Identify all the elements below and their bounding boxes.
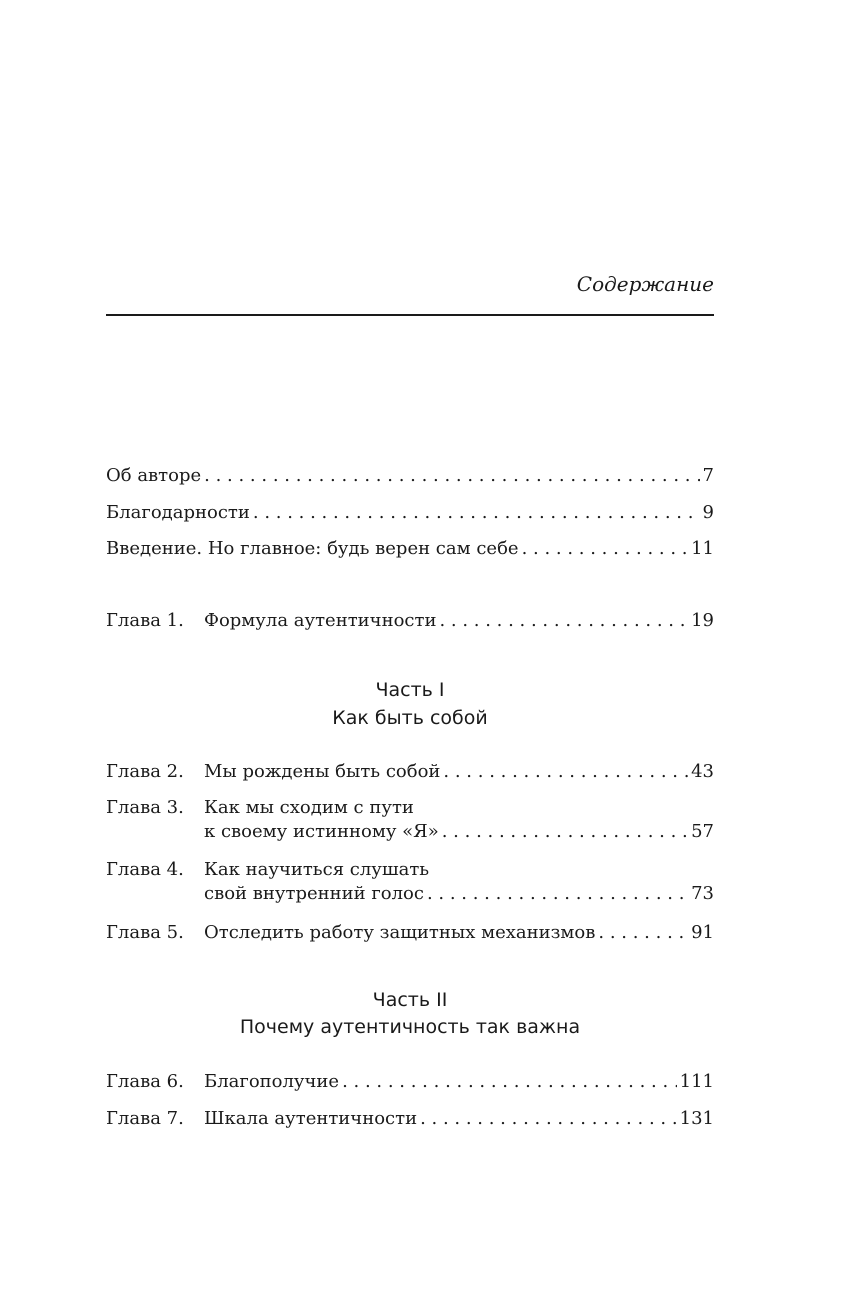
chapter-label: Глава 5. bbox=[106, 922, 184, 943]
page-number: 57 bbox=[691, 821, 714, 842]
page-number: 91 bbox=[691, 922, 714, 943]
entry-title-line-2: к своему истинному «Я» bbox=[204, 821, 439, 842]
toc-entry-chapter-7[interactable] bbox=[106, 1107, 714, 1131]
chapter-label: Глава 6. bbox=[106, 1071, 184, 1092]
toc-entry-introduction[interactable] bbox=[106, 537, 714, 561]
page-number: 9 bbox=[702, 502, 714, 523]
part-2-label: Часть II bbox=[372, 989, 448, 1011]
chapter-label: Глава 1. bbox=[106, 610, 184, 631]
page-number: 43 bbox=[691, 761, 714, 782]
header-rule bbox=[106, 314, 714, 316]
toc-entry-chapter-2[interactable] bbox=[106, 760, 714, 784]
part-1-label: Часть I bbox=[375, 679, 445, 701]
entry-title: Мы рождены быть собой bbox=[204, 761, 441, 782]
entry-title: Благополучие bbox=[204, 1071, 340, 1092]
dot-leader bbox=[522, 537, 689, 561]
page-number: 19 bbox=[691, 610, 714, 631]
chapter-label: Глава 3. bbox=[106, 797, 184, 818]
entry-title-line-2: свой внутренний голос bbox=[204, 883, 424, 904]
entry-title: Шкала аутентичности bbox=[204, 1108, 418, 1129]
entry-title-line-1: Как научиться слушать bbox=[204, 859, 430, 880]
chapter-label: Глава 7. bbox=[106, 1108, 184, 1129]
running-header-title: Содержание bbox=[576, 272, 714, 296]
page-number: 73 bbox=[691, 883, 714, 904]
entry-title: Формула аутентичности bbox=[204, 610, 437, 631]
dot-leader bbox=[420, 1107, 677, 1131]
toc-entry-about-author[interactable] bbox=[106, 464, 714, 488]
toc-entry-chapter-4[interactable] bbox=[106, 858, 714, 906]
entry-title-line-1: Как мы сходим с пути bbox=[204, 797, 414, 818]
dot-leader bbox=[253, 501, 700, 525]
page-number: 11 bbox=[691, 538, 714, 559]
chapter-label: Глава 2. bbox=[106, 761, 184, 782]
dot-leader bbox=[342, 1070, 677, 1094]
toc-entry-chapter-3[interactable] bbox=[106, 796, 714, 844]
page-number: 111 bbox=[679, 1071, 714, 1092]
page-number: 131 bbox=[679, 1108, 714, 1129]
dot-leader bbox=[204, 464, 699, 488]
entry-title: Введение. Но главное: будь верен сам себе bbox=[106, 538, 519, 559]
entry-title: Отследить работу защитных механизмов bbox=[204, 922, 596, 943]
entry-title: Благодарности bbox=[106, 502, 250, 523]
dot-leader bbox=[443, 760, 688, 784]
part-2-title: Почему аутентичность так важна bbox=[239, 1016, 581, 1038]
toc-page bbox=[106, 0, 714, 1299]
dot-leader bbox=[427, 882, 688, 906]
page-number: 7 bbox=[702, 465, 714, 486]
chapter-label: Глава 4. bbox=[106, 859, 184, 880]
part-1-title: Как быть собой bbox=[332, 707, 488, 729]
dot-leader bbox=[598, 921, 688, 945]
entry-title: Об авторе bbox=[106, 465, 202, 486]
toc-entry-chapter-5[interactable] bbox=[106, 921, 714, 945]
dot-leader bbox=[442, 820, 688, 844]
toc-entry-chapter-1[interactable] bbox=[106, 609, 714, 633]
toc-entry-acknowledgements[interactable] bbox=[106, 501, 714, 525]
toc-entry-chapter-6[interactable] bbox=[106, 1070, 714, 1094]
dot-leader bbox=[439, 609, 688, 633]
